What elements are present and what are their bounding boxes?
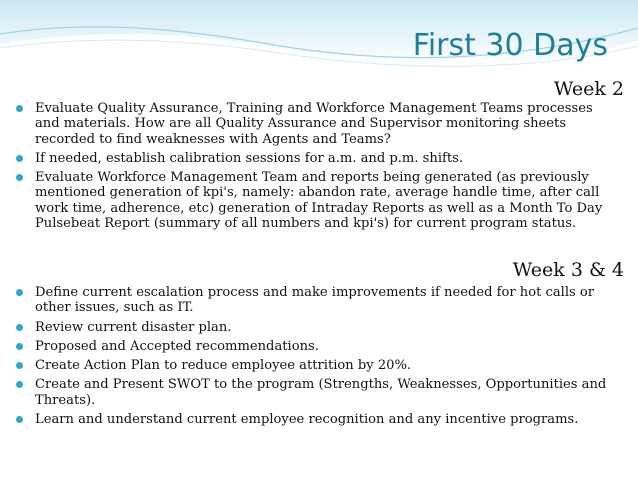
list-item: [14, 170, 620, 232]
bullet-icon: [16, 416, 23, 423]
list-item: [14, 101, 620, 147]
list-item: [14, 151, 620, 166]
list-item: [14, 320, 620, 335]
list-item-text: Evaluate Workforce Management Team and reports being generated (as previously mentioned generation of kpi's, namely: abandon rate, average handle time, after call work time, adherence, etc) generation of Intraday Reports as well as a Month To Day Pulsebeat Report (summary of all numbers and kpi's) for current program status.: [35, 169, 603, 232]
bullet-list-week-3-4: [14, 285, 620, 431]
list-item-text: Create Action Plan to reduce employee attrition by 20%.: [35, 358, 412, 374]
section-heading-week-2: Week 2: [553, 78, 624, 100]
list-item-text: Proposed and Accepted recommendations.: [35, 338, 319, 354]
list-item: [14, 339, 620, 354]
slide-title: First 30 Days: [412, 28, 608, 63]
list-item: [14, 377, 620, 408]
list-item-text: Define current escalation process and make improvements if needed for hot calls or other issues, such as IT.: [35, 285, 595, 316]
bullet-icon: [16, 324, 23, 331]
bullet-list-week-2: [14, 101, 620, 235]
bullet-icon: [16, 343, 23, 350]
bullet-icon: [16, 155, 23, 162]
list-item: [14, 412, 620, 427]
list-item-text: Create and Present SWOT to the program (Strengths, Weaknesses, Opportunities and Threats).: [35, 377, 607, 408]
bullet-icon: [16, 362, 23, 369]
list-item: [14, 285, 620, 316]
section-heading-week-3-4: Week 3 & 4: [512, 259, 624, 281]
bullet-icon: [16, 381, 23, 388]
bullet-icon: [16, 289, 23, 296]
bullet-icon: [16, 174, 23, 181]
list-item-text: Learn and understand current employee recognition and any incentive programs.: [35, 411, 579, 427]
list-item-text: If needed, establish calibration sessions for a.m. and p.m. shifts.: [35, 150, 463, 166]
list-item-text: Review current disaster plan.: [35, 319, 232, 335]
list-item: [14, 358, 620, 373]
bullet-icon: [16, 105, 23, 112]
list-item-text: Evaluate Quality Assurance, Training and Workforce Management Teams processes and materials. How are all Quality Assurance and Supervisor monitoring sheets recorded to find weaknesses with Agents and Teams?: [35, 101, 593, 147]
